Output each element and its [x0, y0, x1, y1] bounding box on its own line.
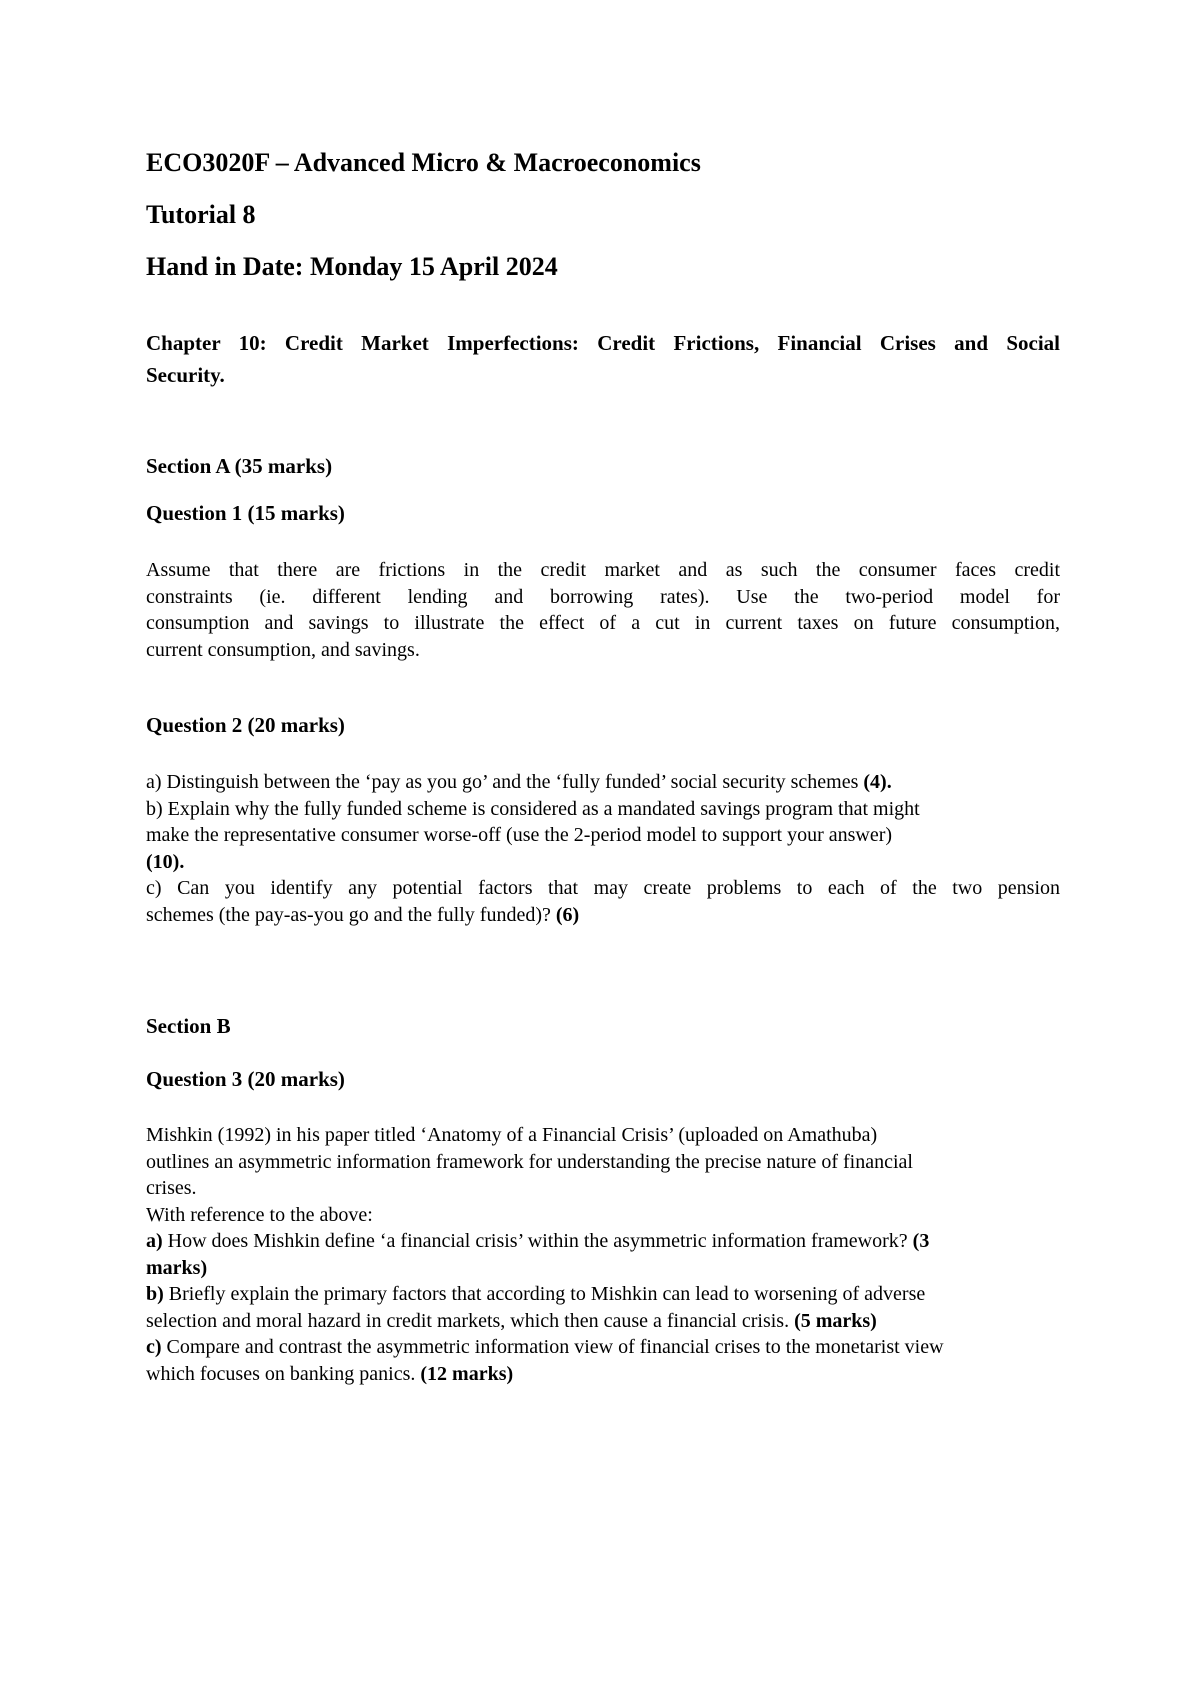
question-2c-line-2: [146, 902, 1060, 929]
tutorial-number: Tutorial 8: [146, 200, 256, 229]
hand-in-date: Hand in Date: Monday 15 April 2024: [146, 252, 558, 281]
chapter-heading: [146, 327, 1060, 391]
question-2a-text: a) Distinguish between the ‘pay as you go’ and the ‘fully funded’ social security schemes: [146, 771, 864, 793]
question-1-text: [146, 557, 1060, 663]
question-1-line: Assume that there are frictions in the credit market and as such the consumer faces credit: [146, 559, 1060, 581]
question-3b-line-2: [146, 1308, 944, 1335]
question-2b-line-1: b) Explain why the fully funded scheme is considered as a mandated savings program that might: [146, 797, 920, 820]
section-b-heading: Section B: [146, 1014, 231, 1038]
question-1-line: constraints (ie. different lending and borrowing rates). Use the two-period model for: [146, 585, 1060, 608]
question-3b-text: Briefly explain the primary factors that according to Mishkin can lead to worsening of adverse: [163, 1283, 926, 1305]
question-3a-marks-part-2: marks): [146, 1256, 208, 1279]
question-3-heading: Question 3 (20 marks): [146, 1067, 345, 1091]
question-3c-label: c): [146, 1336, 162, 1358]
question-2-heading: Question 2 (20 marks): [146, 713, 345, 737]
question-3c-text-2: which focuses on banking panics.: [146, 1362, 421, 1385]
question-1-heading: Question 1 (15 marks): [146, 501, 345, 525]
course-title: ECO3020F – Advanced Micro & Macroeconomics: [146, 148, 701, 177]
question-2b-marks: (10).: [146, 850, 185, 873]
question-3b-label: b): [146, 1283, 164, 1305]
question-2b-line-2: make the representative consumer worse-off (use the 2-period model to support your answer): [146, 824, 893, 846]
question-3c-line-2: [146, 1361, 944, 1388]
question-2c-marks: (6): [555, 903, 580, 926]
question-3-with-reference: With reference to the above:: [146, 1203, 373, 1226]
question-2a-marks: (4).: [863, 771, 892, 793]
question-3a-label: a): [146, 1230, 163, 1252]
question-3-intro-line-2: outlines an asymmetric information framework for understanding the precise nature of financial: [146, 1150, 913, 1173]
question-3b-text-2: selection and moral hazard in credit markets, which then cause a financial crisis.: [146, 1309, 795, 1332]
question-2c-line-1: c) Can you identify any potential factors that may create problems to each of the two pension: [146, 877, 1060, 899]
question-1-line: consumption and savings to illustrate the effect of a cut in current taxes on future consumption,: [146, 612, 1060, 634]
question-3-text: [146, 1122, 944, 1387]
question-2-text: [146, 769, 1060, 928]
question-3c-marks: (12 marks): [420, 1362, 514, 1385]
question-3b-marks: (5 marks): [794, 1309, 877, 1332]
question-1-line: current consumption, and savings.: [146, 638, 420, 661]
section-a-heading: Section A (35 marks): [146, 454, 333, 478]
question-3c-line-1: [146, 1334, 944, 1361]
question-3-intro-line-1: Mishkin (1992) in his paper titled ‘Anatomy of a Financial Crisis’ (uploaded on Amathuba): [146, 1124, 878, 1146]
question-2a: [146, 769, 1060, 796]
question-3-intro-line-3: crises.: [146, 1177, 197, 1199]
question-3a: [146, 1228, 944, 1255]
question-3c-text: Compare and contrast the asymmetric information view of financial crises to the monetarist view: [161, 1336, 944, 1358]
chapter-heading-line-1: Chapter 10: Credit Market Imperfections: Credit Frictions, Financial Crises and Social: [146, 331, 1060, 355]
question-3b-line-1: [146, 1281, 944, 1308]
question-2c-text: schemes (the pay-as-you go and the fully funded)?: [146, 903, 556, 926]
question-3a-text: How does Mishkin define ‘a financial crisis’ within the asymmetric information framework?: [162, 1230, 913, 1252]
question-3a-marks-part-1: (3: [912, 1230, 930, 1252]
chapter-heading-line-2: Security.: [146, 363, 225, 387]
